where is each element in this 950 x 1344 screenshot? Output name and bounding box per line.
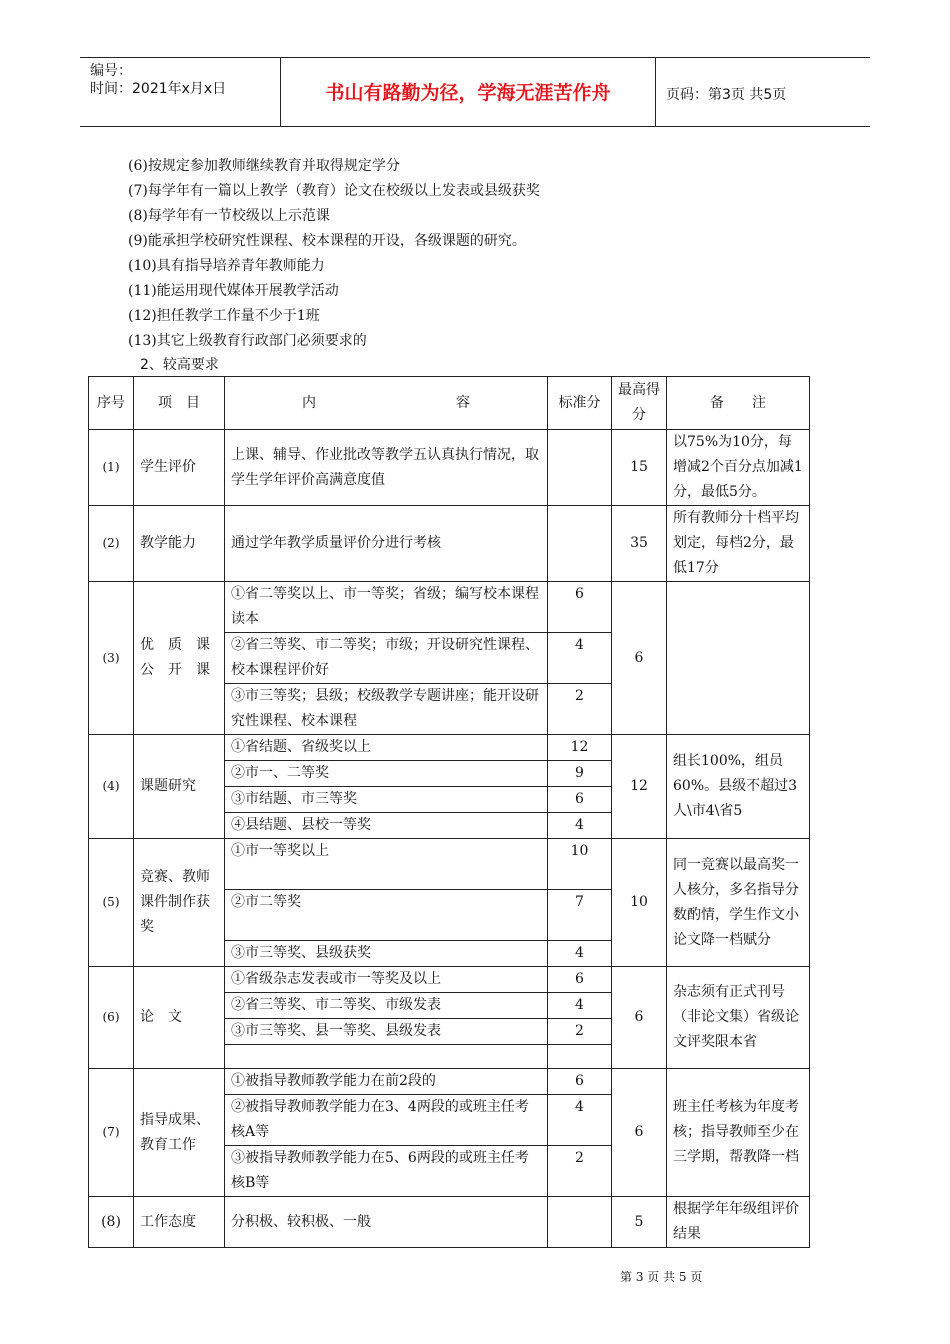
header-divider: [655, 58, 656, 126]
row-std: 6: [548, 1069, 612, 1095]
table-row: [89, 506, 810, 582]
page-footer: 第 3 页 共 5 页: [620, 1270, 703, 1284]
row-content: ①市一等奖以上: [225, 839, 548, 890]
row-content: ③市结题、市三等奖: [225, 787, 548, 813]
row-max: 6: [612, 582, 667, 735]
row-content: ②省三等奖、市二等奖、市级发表: [225, 993, 548, 1019]
row-content: ①省级杂志发表或市一等奖及以上: [225, 967, 548, 993]
row-std: 9: [548, 761, 612, 787]
row-content: 上课、辅导、作业批改等教学五认真执行情况，取学生学年评价高满意度值: [225, 430, 548, 506]
table-header-row: [89, 377, 810, 430]
list-item: (12)担任教学工作量不少于1班: [128, 308, 320, 324]
row-max: 6: [612, 1069, 667, 1197]
scoring-table: [88, 376, 810, 1248]
row-max: 12: [612, 735, 667, 839]
row-number: (1): [89, 430, 134, 506]
header-note: 备 注: [667, 377, 810, 430]
row-std: 2: [548, 1146, 612, 1197]
row-number: (2): [89, 506, 134, 582]
row-content: ③被指导教师教学能力在5、6两段的或班主任考核B等: [225, 1146, 548, 1197]
table-row: [89, 582, 810, 633]
row-content: [225, 1045, 548, 1069]
row-content: ④县结题、县校一等奖: [225, 813, 548, 839]
header-item: 项 目: [134, 377, 225, 430]
row-note: 杂志须有正式刊号（非论文集）省级论文评奖限本省: [667, 967, 810, 1069]
row-max: 35: [612, 506, 667, 582]
header-motto: 书山有路勤为径，学海无涯苦作舟: [325, 82, 611, 104]
list-item: (10)具有指导培养青年教师能力: [128, 258, 325, 274]
header-content: 内 容: [225, 377, 548, 430]
table-row: [89, 430, 810, 506]
row-std: 4: [548, 941, 612, 967]
list-item: (7)每学年有一篇以上教学（教育）论文在校级以上发表或县级获奖: [128, 183, 540, 199]
row-content: ①被指导教师教学能力在前2段的: [225, 1069, 548, 1095]
row-max: 5: [612, 1197, 667, 1248]
row-content: ③市三等奖；县级；校级教学专题讲座；能开设研究性课程、校本课程: [225, 684, 548, 735]
row-std: [548, 1045, 612, 1069]
row-number: (8): [89, 1197, 134, 1248]
row-item: 教学能力: [134, 506, 225, 582]
header-meta: [90, 62, 226, 98]
table-row: [89, 735, 810, 761]
row-item: 竞赛、教师课件制作获奖: [134, 839, 225, 967]
row-note: 同一竞赛以最高奖一人核分，多名指导分数酌情，学生作文小论文降一档赋分: [667, 839, 810, 967]
header-divider: [280, 58, 281, 126]
doc-time-label: 时间：2021年x月x日: [90, 81, 227, 97]
row-note: 根据学年年级组评价结果: [667, 1197, 810, 1248]
row-item: 优 质 课 公 开 课: [134, 582, 225, 735]
row-std: 6: [548, 787, 612, 813]
list-item: (13)其它上级教育行政部门必须要求的: [128, 333, 367, 349]
list-item: (11)能运用现代媒体开展教学活动: [128, 283, 339, 299]
row-content: ②市二等奖: [225, 890, 548, 941]
row-note: [667, 582, 810, 735]
row-max: 15: [612, 430, 667, 506]
row-number: (5): [89, 839, 134, 967]
row-max: 6: [612, 967, 667, 1069]
table-row: [89, 967, 810, 993]
row-std: [548, 430, 612, 506]
row-number: (6): [89, 967, 134, 1069]
row-std: 7: [548, 890, 612, 941]
row-content: ②市一、二等奖: [225, 761, 548, 787]
row-content: 分积极、较积极、一般: [225, 1197, 548, 1248]
table-row: [89, 1069, 810, 1095]
section-title: 2、较高要求: [140, 357, 219, 373]
page-header: [80, 57, 870, 127]
row-content: ②省三等奖、市二等奖；市级；开设研究性课程、校本课程评价好: [225, 633, 548, 684]
header-page-info: 页码：第3页 共5页: [666, 87, 787, 103]
row-content: ③市三等奖、县一等奖、县级发表: [225, 1019, 548, 1045]
row-content: 通过学年教学质量评价分进行考核: [225, 506, 548, 582]
row-content: ③市三等奖、县级获奖: [225, 941, 548, 967]
row-std: 10: [548, 839, 612, 890]
row-content: ①省结题、省级奖以上: [225, 735, 548, 761]
row-item: 课题研究: [134, 735, 225, 839]
row-number: (4): [89, 735, 134, 839]
header-seq: 序号: [89, 377, 134, 430]
list-item: (9)能承担学校研究性课程、校本课程的开设，各级课题的研究。: [128, 233, 526, 249]
doc-number-label: 编号：: [90, 63, 132, 79]
row-number: (3): [89, 582, 134, 735]
header-std: 标准分: [548, 377, 612, 430]
row-std: 2: [548, 684, 612, 735]
list-item: (6)按规定参加教师继续教育并取得规定学分: [128, 158, 400, 174]
row-item: 论 文: [134, 967, 225, 1069]
row-item: 学生评价: [134, 430, 225, 506]
header-max: 最高得分: [612, 377, 667, 430]
row-std: 4: [548, 633, 612, 684]
row-note: 班主任考核为年度考核；指导教师至少在三学期，帮教降一档: [667, 1069, 810, 1197]
row-content: ①省二等奖以上、市一等奖；省级；编写校本课程读本: [225, 582, 548, 633]
row-std: 4: [548, 813, 612, 839]
row-std: [548, 1197, 612, 1248]
row-note: 所有教师分十档平均划定，每档2分，最低17分: [667, 506, 810, 582]
row-std: [548, 506, 612, 582]
row-max: 10: [612, 839, 667, 967]
row-content: ②被指导教师教学能力在3、4两段的或班主任考核A等: [225, 1095, 548, 1146]
row-std: 2: [548, 1019, 612, 1045]
table-row: [89, 1197, 810, 1248]
row-std: 6: [548, 582, 612, 633]
row-item: 工作态度: [134, 1197, 225, 1248]
row-item: 指导成果、教育工作: [134, 1069, 225, 1197]
table-row: [89, 839, 810, 890]
row-number: (7): [89, 1069, 134, 1197]
row-std: 6: [548, 967, 612, 993]
row-std: 4: [548, 1095, 612, 1146]
list-item: (8)每学年有一节校级以上示范课: [128, 208, 330, 224]
row-std: 4: [548, 993, 612, 1019]
row-std: 12: [548, 735, 612, 761]
row-note: 组长100%，组员60%。县级不超过3人\市4\省5: [667, 735, 810, 839]
requirements-list: [128, 154, 540, 354]
row-note: 以75%为10分，每增减2个百分点加减1分，最低5分。: [667, 430, 810, 506]
